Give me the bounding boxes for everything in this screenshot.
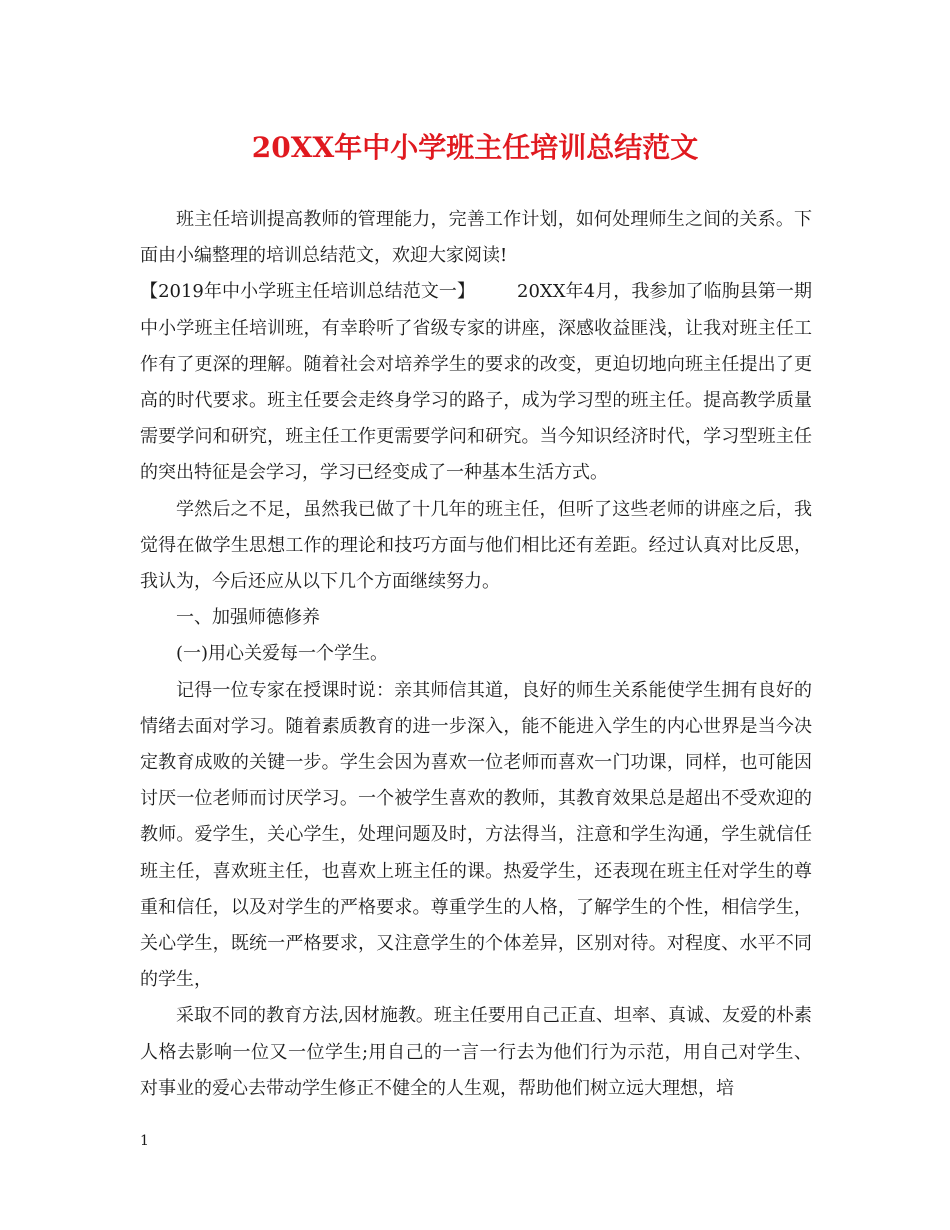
document-body: [140, 202, 812, 1107]
paragraph-expert-quote: 记得一位专家在授课时说：亲其师信其道，良好的师生关系能使学生拥有良好的情绪去面对学习。随着素质教育的进一步深入，能不能进入学生的内心世界是当今决定教育成败的关键一步。学生会因为喜欢一位老师而喜欢一门功课，同样，也可能因讨厌一位老师而讨厌学习。一个被学生喜欢的教师，其教育效果总是超出不受欢迎的教师。爱学生，关心学生，处理问题及时，方法得当，注意和学生沟通，学生就信任班主任，喜欢班主任，也喜欢上班主任的课。热爱学生，还表现在班主任对学生的尊重和信任，以及对学生的严格要求。尊重学生的人格，了解学生的个性，相信学生，关心学生，既统一严格要求，又注意学生的个体差异，区别对待。对程度、水平不同的学生，: [140, 679, 812, 991]
paragraph-section-one: 【2019年中小学班主任培训总结范文一】 20XX年4月，我参加了临朐县第一期中小学班主任培训班，有幸聆听了省级专家的讲座，深感收益匪浅，让我对班主任工作有了更深的理解。随着社会对培养学生的要求的改变，更迫切地向班主任提出了更高的时代要求。班主任要会走终身学习的路子，成为学习型的班主任。提高教学质量需要学问和研究，班主任工作更需要学问和研究。当今知识经济时代，学习型班主任的突出特征是会学习，学习已经变成了一种基本生活方式。: [140, 281, 812, 484]
page-number: 1: [140, 1133, 149, 1149]
subheading-care-students: (一)用心关爱每一个学生。: [176, 643, 389, 665]
paragraph-reflection: 学然后之不足，虽然我已做了十几年的班主任，但听了这些老师的讲座之后，我觉得在做学生思想工作的理论和技巧方面与他们相比还有差距。经过认真对比反思，我认为，今后还应从以下几个方面继续努力。: [140, 498, 812, 593]
paragraph-teaching-methods: 采取不同的教育方法,因材施教。班主任要用自己正直、坦率、真诚、友爱的朴素人格去影响一位又一位学生;用自己的一言一行去为他们行为示范，用自己对学生、对事业的爱心去带动学生修正不健全的人生观，帮助他们树立远大理想，培: [140, 1005, 812, 1099]
document-title: 20XX年中小学班主任培训总结范文: [251, 131, 699, 164]
paragraph-intro: 班主任培训提高教师的管理能力，完善工作计划，如何处理师生之间的关系。下面由小编整理的培训总结范文，欢迎大家阅读!: [140, 209, 812, 267]
heading-strengthen-ethics: 一、加强师德修养: [176, 607, 320, 629]
